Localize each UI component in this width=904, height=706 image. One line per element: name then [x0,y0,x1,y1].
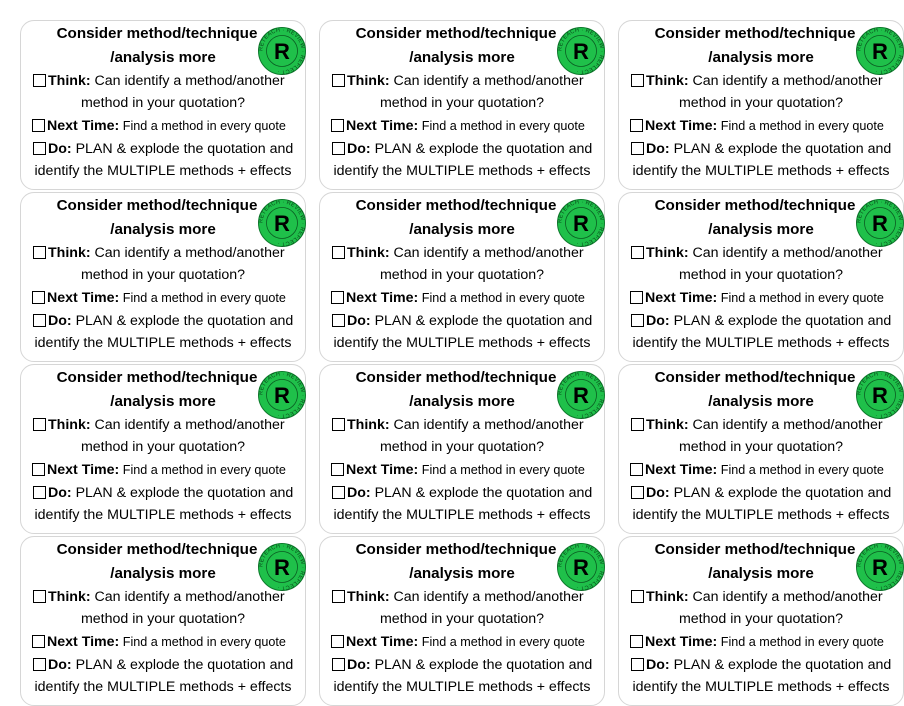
next-time-row [32,117,305,135]
next-time-label: Next Time: [47,634,120,650]
next-time-checkbox[interactable] [630,463,643,476]
think-text: Can identify a method/another [688,589,883,605]
think-label: Think: [347,589,390,605]
think-label: Think: [347,73,390,89]
do-text: PLAN & explode the quotation and [370,485,593,501]
think-text-continued: method in your quotation? [379,267,545,283]
feedback-label-card [618,364,904,534]
do-checkbox[interactable] [33,314,46,327]
think-text: Can identify a method/another [90,245,285,261]
next-time-row [630,289,903,307]
think-text-continued: method in your quotation? [80,611,246,627]
think-text: Can identify a method/another [90,73,285,89]
card-title-line-1: Consider method/technique [355,197,557,214]
badge-ring-text: RETEACH · REVIEW · REFLECT · [258,371,306,419]
do-checkbox[interactable] [332,658,345,671]
think-text-continued: method in your quotation? [80,267,246,283]
think-checkbox[interactable] [631,590,644,603]
card-title-line-2: /analysis more [409,221,515,238]
next-time-checkbox[interactable] [32,119,45,132]
think-text: Can identify a method/another [90,417,285,433]
reteach-r-badge-icon [557,371,605,419]
do-checkbox[interactable] [33,142,46,155]
do-label: Do: [48,657,72,673]
badge-ring-text: RETEACH · REVIEW · REFLECT · [856,199,904,247]
do-checkbox[interactable] [332,486,345,499]
card-title-line-2: /analysis more [708,221,814,238]
do-text-continued: identify the MULTIPLE methods + effects [34,507,292,523]
do-label: Do: [347,141,371,157]
next-time-label: Next Time: [346,462,419,478]
card-title-line-1: Consider method/technique [56,369,258,386]
feedback-label-card [20,536,306,706]
do-row [332,656,604,674]
badge-letter: R [573,555,589,580]
think-label: Think: [347,245,390,261]
next-time-checkbox[interactable] [32,463,45,476]
next-time-row [32,461,305,479]
next-time-text: Find a method in every quote [717,119,884,133]
do-row [33,484,305,502]
do-label: Do: [347,313,371,329]
card-title-line-2: /analysis more [409,49,515,66]
do-text-continued: identify the MULTIPLE methods + effects [333,163,591,179]
feedback-label-card [618,536,904,706]
do-text: PLAN & explode the quotation and [669,313,892,329]
think-checkbox[interactable] [33,418,46,431]
do-row [332,484,604,502]
do-label: Do: [48,485,72,501]
badge-ring-text: RETEACH · REVIEW · REFLECT · [856,543,904,591]
next-time-label: Next Time: [645,290,718,306]
card-title-line-2: /analysis more [708,393,814,410]
think-label: Think: [646,589,689,605]
card-title-line-2: /analysis more [409,565,515,582]
next-time-label: Next Time: [645,634,718,650]
card-title-line-2: /analysis more [110,221,216,238]
next-time-text: Find a method in every quote [418,463,585,477]
card-title-line-1: Consider method/technique [355,25,557,42]
do-checkbox[interactable] [33,486,46,499]
next-time-row [630,117,903,135]
next-time-text: Find a method in every quote [717,463,884,477]
think-text-continued: method in your quotation? [80,439,246,455]
think-text: Can identify a method/another [389,73,584,89]
do-text: PLAN & explode the quotation and [669,485,892,501]
feedback-label-card [319,20,605,190]
do-row [33,140,305,158]
do-label: Do: [347,657,371,673]
think-text: Can identify a method/another [688,417,883,433]
reteach-r-badge-icon [258,371,306,419]
next-time-label: Next Time: [47,462,120,478]
next-time-text: Find a method in every quote [119,463,286,477]
do-label: Do: [646,313,670,329]
do-label: Do: [347,485,371,501]
next-time-row [32,289,305,307]
think-checkbox[interactable] [631,418,644,431]
think-label: Think: [48,73,91,89]
think-checkbox[interactable] [332,74,345,87]
do-row [631,140,903,158]
next-time-row [630,633,903,651]
feedback-label-card [319,192,605,362]
card-title-line-1: Consider method/technique [654,197,856,214]
card-title-line-2: /analysis more [708,49,814,66]
think-checkbox[interactable] [332,418,345,431]
next-time-text: Find a method in every quote [717,635,884,649]
do-checkbox[interactable] [631,486,644,499]
badge-letter: R [573,211,589,236]
think-label: Think: [347,417,390,433]
think-text: Can identify a method/another [389,245,584,261]
reteach-r-badge-icon [557,27,605,75]
think-text-continued: method in your quotation? [379,611,545,627]
badge-letter: R [872,211,888,236]
reteach-r-badge-icon [856,371,904,419]
do-text: PLAN & explode the quotation and [71,657,294,673]
next-time-checkbox[interactable] [331,119,344,132]
feedback-label-card [319,536,605,706]
next-time-checkbox[interactable] [331,291,344,304]
feedback-label-card [319,364,605,534]
badge-letter: R [573,39,589,64]
feedback-label-card [20,364,306,534]
badge-ring-text: RETEACH · REVIEW · REFLECT · [856,27,904,75]
badge-ring-text: RETEACH · REVIEW · REFLECT · [856,371,904,419]
badge-ring-text: RETEACH · REVIEW · REFLECT · [258,27,306,75]
do-label: Do: [646,141,670,157]
do-row [332,140,604,158]
feedback-label-card [618,20,904,190]
reteach-r-badge-icon [557,543,605,591]
do-text-continued: identify the MULTIPLE methods + effects [34,163,292,179]
do-text: PLAN & explode the quotation and [669,141,892,157]
reteach-r-badge-icon [856,27,904,75]
think-checkbox[interactable] [33,74,46,87]
next-time-checkbox[interactable] [32,291,45,304]
think-label: Think: [48,245,91,261]
badge-letter: R [872,555,888,580]
badge-letter: R [274,555,290,580]
card-title-line-1: Consider method/technique [56,25,258,42]
next-time-row [331,117,604,135]
next-time-text: Find a method in every quote [119,635,286,649]
think-text-continued: method in your quotation? [80,95,246,111]
card-title-line-2: /analysis more [110,49,216,66]
do-text: PLAN & explode the quotation and [669,657,892,673]
think-label: Think: [646,73,689,89]
card-title-line-1: Consider method/technique [56,541,258,558]
card-title-line-1: Consider method/technique [56,197,258,214]
do-text-continued: identify the MULTIPLE methods + effects [632,679,890,695]
reteach-r-badge-icon [258,199,306,247]
next-time-label: Next Time: [346,634,419,650]
think-label: Think: [48,417,91,433]
think-text: Can identify a method/another [688,73,883,89]
card-title-line-1: Consider method/technique [654,369,856,386]
do-text: PLAN & explode the quotation and [370,313,593,329]
think-text-continued: method in your quotation? [379,439,545,455]
do-label: Do: [48,313,72,329]
next-time-row [331,289,604,307]
think-text-continued: method in your quotation? [379,95,545,111]
next-time-label: Next Time: [346,290,419,306]
think-checkbox[interactable] [33,590,46,603]
card-title-line-2: /analysis more [409,393,515,410]
next-time-label: Next Time: [645,118,718,134]
do-text-continued: identify the MULTIPLE methods + effects [632,335,890,351]
badge-letter: R [274,39,290,64]
reteach-r-badge-icon [856,543,904,591]
feedback-label-card [618,192,904,362]
do-text: PLAN & explode the quotation and [71,485,294,501]
next-time-text: Find a method in every quote [418,291,585,305]
do-text-continued: identify the MULTIPLE methods + effects [333,679,591,695]
next-time-label: Next Time: [47,118,120,134]
badge-letter: R [274,211,290,236]
badge-letter: R [872,39,888,64]
feedback-label-card [20,20,306,190]
next-time-text: Find a method in every quote [717,291,884,305]
do-text-continued: identify the MULTIPLE methods + effects [34,679,292,695]
badge-ring-text: RETEACH · REVIEW · REFLECT · [557,199,605,247]
do-checkbox[interactable] [631,314,644,327]
badge-ring-text: RETEACH · REVIEW · REFLECT · [557,27,605,75]
next-time-text: Find a method in every quote [119,119,286,133]
badge-letter: R [872,383,888,408]
do-text: PLAN & explode the quotation and [370,657,593,673]
do-checkbox[interactable] [33,658,46,671]
next-time-checkbox[interactable] [32,635,45,648]
next-time-row [630,461,903,479]
next-time-row [331,461,604,479]
next-time-row [32,633,305,651]
reteach-r-badge-icon [856,199,904,247]
think-label: Think: [48,589,91,605]
do-label: Do: [48,141,72,157]
card-title-line-2: /analysis more [110,565,216,582]
next-time-label: Next Time: [346,118,419,134]
reteach-r-badge-icon [258,27,306,75]
think-text-continued: method in your quotation? [678,611,844,627]
badge-letter: R [274,383,290,408]
think-text-continued: method in your quotation? [678,95,844,111]
card-title-line-1: Consider method/technique [654,25,856,42]
next-time-text: Find a method in every quote [119,291,286,305]
do-row [332,312,604,330]
think-text-continued: method in your quotation? [678,267,844,283]
do-text: PLAN & explode the quotation and [71,313,294,329]
do-row [631,312,903,330]
next-time-row [331,633,604,651]
next-time-text: Find a method in every quote [418,119,585,133]
do-text-continued: identify the MULTIPLE methods + effects [632,163,890,179]
think-checkbox[interactable] [631,246,644,259]
card-title-line-2: /analysis more [110,393,216,410]
do-text: PLAN & explode the quotation and [71,141,294,157]
next-time-checkbox[interactable] [331,635,344,648]
do-row [631,484,903,502]
do-row [33,656,305,674]
think-text: Can identify a method/another [90,589,285,605]
think-text-continued: method in your quotation? [678,439,844,455]
do-text-continued: identify the MULTIPLE methods + effects [34,335,292,351]
next-time-label: Next Time: [645,462,718,478]
badge-ring-text: RETEACH · REVIEW · REFLECT · [557,371,605,419]
next-time-checkbox[interactable] [630,635,643,648]
badge-ring-text: RETEACH · REVIEW · REFLECT · [258,199,306,247]
next-time-checkbox[interactable] [630,119,643,132]
card-title-line-1: Consider method/technique [355,369,557,386]
do-text-continued: identify the MULTIPLE methods + effects [333,335,591,351]
badge-ring-text: RETEACH · REVIEW · REFLECT · [258,543,306,591]
do-text-continued: identify the MULTIPLE methods + effects [333,507,591,523]
feedback-label-card [20,192,306,362]
do-row [631,656,903,674]
next-time-checkbox[interactable] [630,291,643,304]
badge-letter: R [573,383,589,408]
do-label: Do: [646,485,670,501]
card-title-line-2: /analysis more [708,565,814,582]
do-label: Do: [646,657,670,673]
next-time-checkbox[interactable] [331,463,344,476]
do-text-continued: identify the MULTIPLE methods + effects [632,507,890,523]
reteach-r-badge-icon [258,543,306,591]
think-text: Can identify a method/another [389,589,584,605]
think-text: Can identify a method/another [389,417,584,433]
do-row [33,312,305,330]
reteach-r-badge-icon [557,199,605,247]
card-title-line-1: Consider method/technique [355,541,557,558]
think-label: Think: [646,245,689,261]
think-checkbox[interactable] [631,74,644,87]
do-text: PLAN & explode the quotation and [370,141,593,157]
next-time-text: Find a method in every quote [418,635,585,649]
card-title-line-1: Consider method/technique [654,541,856,558]
think-checkbox[interactable] [33,246,46,259]
do-checkbox[interactable] [631,658,644,671]
do-checkbox[interactable] [332,314,345,327]
badge-ring-text: RETEACH · REVIEW · REFLECT · [557,543,605,591]
think-label: Think: [646,417,689,433]
think-checkbox[interactable] [332,246,345,259]
next-time-label: Next Time: [47,290,120,306]
think-checkbox[interactable] [332,590,345,603]
do-checkbox[interactable] [332,142,345,155]
think-text: Can identify a method/another [688,245,883,261]
do-checkbox[interactable] [631,142,644,155]
